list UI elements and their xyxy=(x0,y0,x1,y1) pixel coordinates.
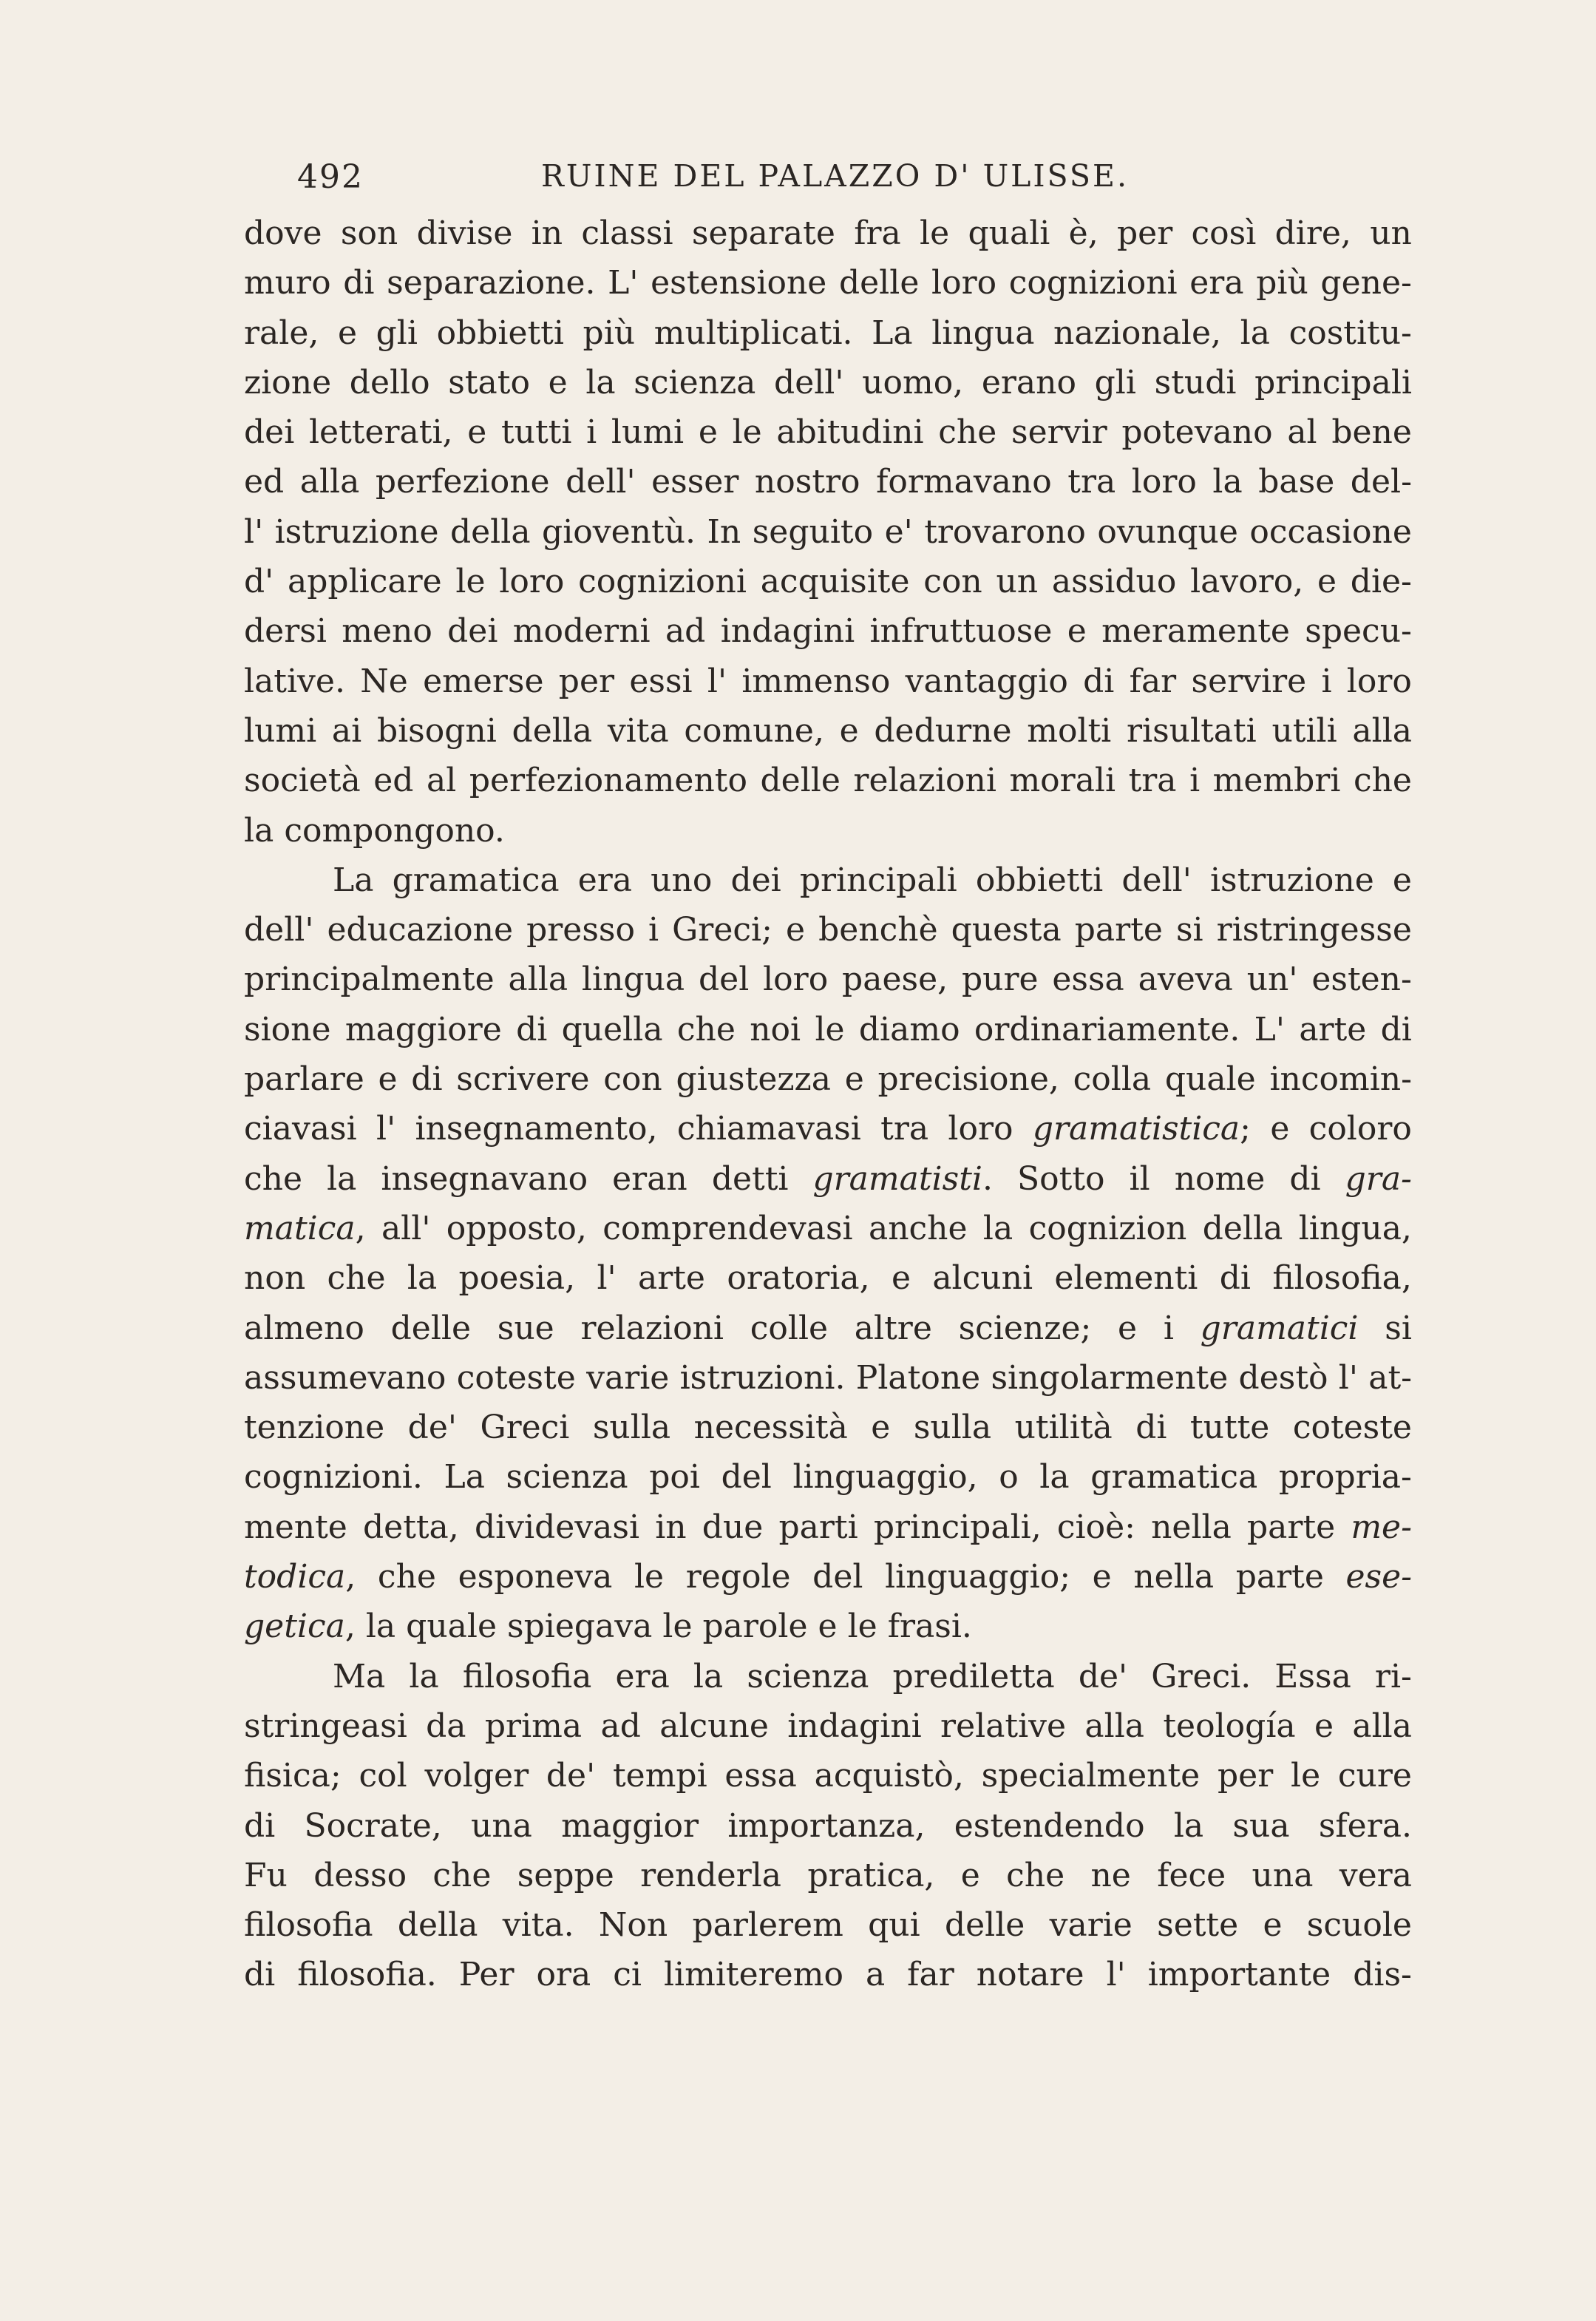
text-line: stringeasi da prima ad alcune indagini relative alla teología e alla xyxy=(244,1707,1412,1745)
text-line: lumi ai bisogni della vita comune, e dedurne molti risultati utili alla xyxy=(244,711,1412,750)
text-line: todica, che esponeva le regole del linguaggio; e nella parte ese- xyxy=(244,1558,1413,1596)
text-line: lative. Ne emerse per essi l' immenso vantaggio di far servire i loro xyxy=(244,662,1412,700)
text-line: La gramatica era uno dei principali obbietti dell' istruzione e xyxy=(333,861,1412,899)
page-header xyxy=(244,158,1412,203)
text-line: di filosofia. Per ora ci limiteremo a far notare l' importante dis- xyxy=(244,1956,1412,1994)
text-line: mente detta, dividevasi in due parti principali, cioè: nella parte me- xyxy=(244,1508,1412,1546)
text-line: rale, e gli obbietti più multiplicati. La lingua nazionale, la costitu- xyxy=(244,314,1412,352)
text-line: ciavasi l' insegnamento, chiamavasi tra loro gramatistica; e coloro xyxy=(244,1110,1412,1148)
text-line: sione maggiore di quella che noi le diamo ordinariamente. L' arte di xyxy=(244,1010,1412,1048)
text-line: filosofia della vita. Non parlerem qui delle varie sette e scuole xyxy=(244,1906,1412,1945)
text-line: zione dello stato e la scienza dell' uomo, erano gli studi principali xyxy=(244,363,1412,401)
text-line: la compongono. xyxy=(244,811,505,850)
text-line: Fu desso che seppe renderla pratica, e che ne fece una vera xyxy=(244,1856,1412,1894)
body-text xyxy=(244,209,1412,2000)
text-line: società ed al perfezionamento delle relazioni morali tra i membri che xyxy=(244,762,1412,800)
text-line: Ma la filosofia era la scienza prediletta de' Greci. Essa ri- xyxy=(333,1657,1412,1695)
text-line: fisica; col volger de' tempi essa acquistò, specialmente per le cure xyxy=(244,1757,1412,1795)
text-line: non che la poesia, l' arte oratoria, e alcuni elementi di filosofia, xyxy=(244,1259,1412,1298)
page-number: 492 xyxy=(297,158,364,196)
text-line: cognizioni. La scienza poi del linguaggio, o la gramatica propria- xyxy=(244,1458,1412,1497)
text-line: dei letterati, e tutti i lumi e le abitudini che servir potevano al bene xyxy=(244,413,1412,452)
text-line: principalmente alla lingua del loro paese, pure essa aveva un' esten- xyxy=(244,960,1412,999)
text-line: che la insegnavano eran detti gramatisti. Sotto il nome di gra- xyxy=(244,1159,1412,1198)
text-line: d' applicare le loro cognizioni acquisite con un assiduo lavoro, e die- xyxy=(244,563,1412,601)
text-line: l' istruzione della gioventù. In seguito e' trovarono ovunque occasione xyxy=(244,512,1412,551)
text-line: di Socrate, una maggior importanza, estendendo la sua sfera. xyxy=(244,1806,1412,1845)
text-line: ed alla perfezione dell' esser nostro formavano tra loro la base del- xyxy=(244,463,1412,501)
text-line: dell' educazione presso i Greci; e benchè questa parte si ristringesse xyxy=(244,911,1412,949)
text-line: dove son divise in classi separate fra le quali è, per così dire, un xyxy=(244,214,1412,252)
text-line: dersi meno dei moderni ad indagini infruttuose e meramente specu- xyxy=(244,612,1412,651)
text-line: parlare e di scrivere con giustezza e precisione, colla quale incomin- xyxy=(244,1060,1412,1099)
text-line: muro di separazione. L' estensione delle loro cognizioni era più gene- xyxy=(244,264,1412,302)
text-line: getica, la quale spiegava le parole e le frasi. xyxy=(244,1607,972,1646)
text-line: assumevano coteste varie istruzioni. Platone singolarmente destò l' at- xyxy=(244,1358,1412,1397)
text-line: tenzione de' Greci sulla necessità e sulla utilità di tutte coteste xyxy=(244,1409,1412,1447)
text-line: matica, all' opposto, comprendevasi anche la cognizion della lingua, xyxy=(244,1209,1412,1247)
text-line: almeno delle sue relazioni colle altre scienze; e i gramatici si xyxy=(244,1309,1412,1347)
running-title: RUINE DEL PALAZZO D' ULISSE. xyxy=(541,158,1129,194)
